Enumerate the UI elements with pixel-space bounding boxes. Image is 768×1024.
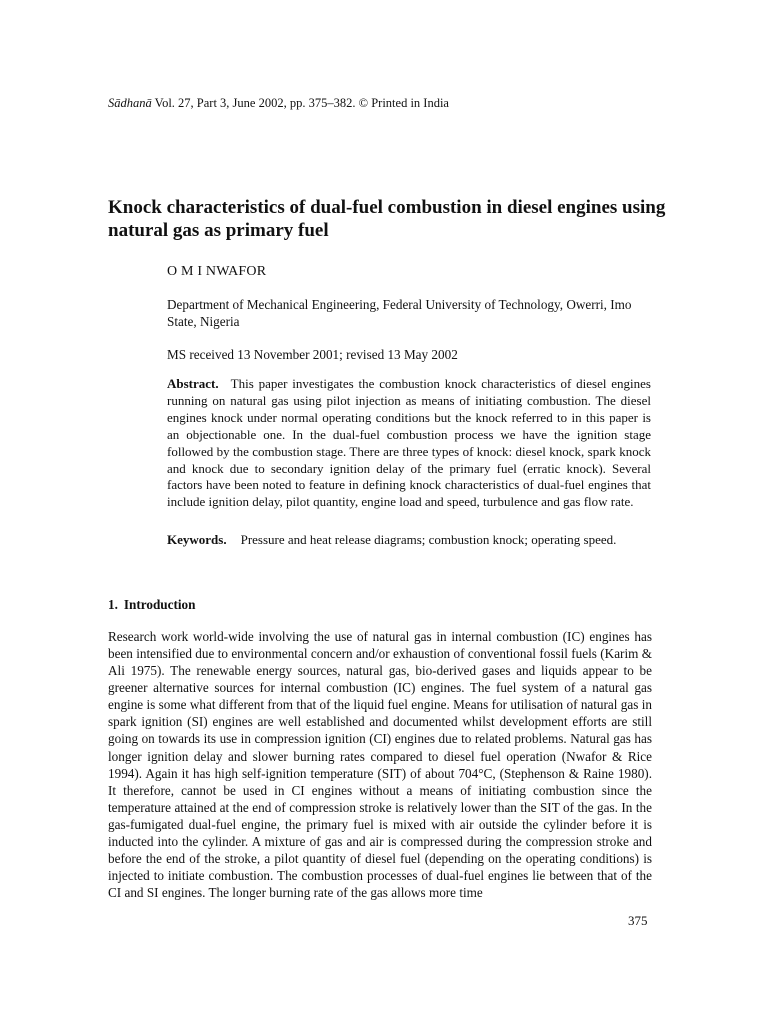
page-number: 375 — [628, 913, 648, 928]
keywords-block — [167, 532, 651, 549]
journal-citation: Vol. 27, Part 3, June 2002, pp. 375–382. © Printed in India — [154, 96, 449, 110]
author-name: O M I NWAFOR — [167, 264, 267, 279]
abstract-text: This paper investigates the combustion knock characteristics of diesel engines running on natural gas using pilot injection as means of initiating combustion. The diesel engines knock under normal operating conditions but the knock referred to in this paper is an objectionable one. In the dual-fuel combustion process we have the ignition stage followed by the combustion stage. There are three types of knock: diesel knock, spark knock and knock due to secondary ignition delay of the primary fuel (erratic knock). Several factors have been noted to feature in defining knock characteristics of dual-fuel engines that include ignition delay, pilot quantity, engine load and speed, turbulence and gas flow rate. — [167, 376, 651, 510]
author-affiliation: Department of Mechanical Engineering, Federal University of Technology, Owerri, Imo State, Nigeria — [167, 297, 632, 329]
keywords-label: Keywords. — [167, 532, 227, 547]
keywords-text: Pressure and heat release diagrams; combustion knock; operating speed. — [240, 532, 617, 547]
abstract-label: Abstract. — [167, 376, 219, 391]
section-number: 1. — [108, 597, 118, 612]
journal-citation-line — [108, 96, 449, 111]
section-heading — [108, 597, 195, 613]
journal-name: Sādhanā — [108, 96, 152, 110]
abstract-block — [167, 376, 651, 511]
paper-title: Knock characteristics of dual-fuel combustion in diesel engines using natural gas as primary fuel — [108, 197, 666, 241]
received-dates: MS received 13 November 2001; revised 13 May 2002 — [167, 347, 458, 362]
introduction-paragraph: Research work world-wide involving the use of natural gas in internal combustion (IC) engines has been intensified due to environmental concern and/or exhaustion of conventional fossil fuels (Karim & Ali 1975). The renewable energy sources, natural gas, bio-derived gases and liquids appear to be greener alternative sources for internal combustion (IC) engines. The fuel system of a natural gas engine is some what different from that of the liquid fuel engine. Means for utilisation of natural gas in spark ignition (SI) engines are well established and documented whilst development efforts are still going on towards its use in compression ignition (CI) engines due to related problems. Natural gas has longer ignition delay and slower burning rates compared to diesel fuel operation (Nwafor & Rice 1994). Again it has high self-ignition temperature (SIT) of about 704°C, (Stephenson & Raine 1980). It therefore, cannot be used in CI engines without a means of initiating combustion since the temperature attained at the end of compression stroke is relatively lower than the SIT of the gas. In the gas-fumigated dual-fuel engine, the primary fuel is mixed with air outside the cylinder before it is inducted into the cylinder. A mixture of gas and air is compressed during the compression stroke and before the end of the stroke, a pilot quantity of diesel fuel (depending on the operating conditions) is injected to initiate combustion. The combustion processes of dual-fuel engines lie between that of the CI and SI engines. The longer burning rate of the gas allows more time — [108, 629, 652, 901]
section-title: Introduction — [123, 597, 196, 612]
